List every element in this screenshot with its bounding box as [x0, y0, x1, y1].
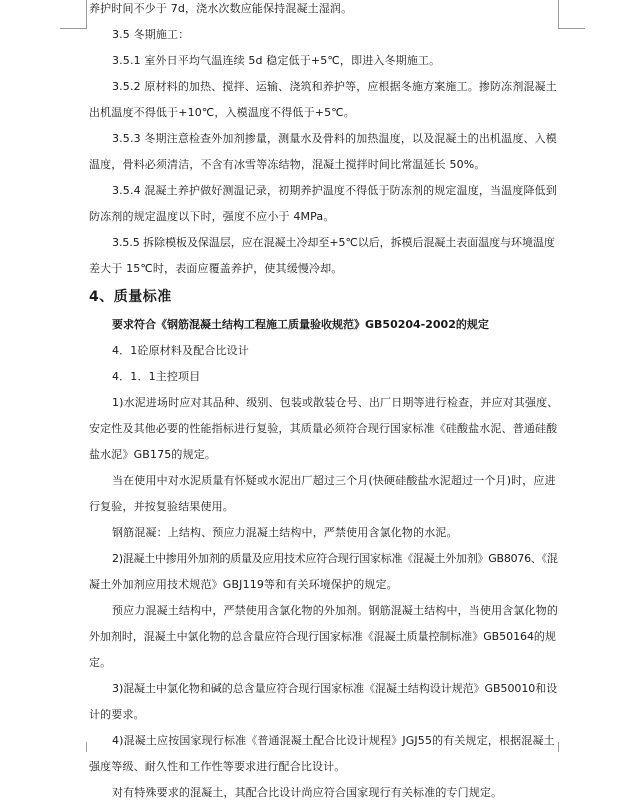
- subsection-title: 4．1．1主控项目: [112, 370, 201, 383]
- paragraph-line: 4)混凝土应按国家现行标准《普通混凝土配合比设计规程》JGJ55的有关规定，根据混凝土: [112, 734, 555, 747]
- paragraph-line: 3.5.1 室外日平均气温连续 5d 稳定低于+5℃，即进入冬期施工。: [112, 54, 441, 67]
- paragraph-line: 外加剂时，混凝土中氯化物的总含量应符合现行国家标准《混凝土质量控制标准》GB50164的规: [89, 630, 556, 643]
- crop-mark-top-left: [60, 28, 86, 29]
- paragraph-line: 3.5.3 冬期注意检查外加剂掺量，测量水及骨料的加热温度，以及混凝土的出机温度、入模: [112, 132, 557, 145]
- crop-mark-top-left-vertical: [86, 0, 87, 29]
- paragraph-line: 3.5.2 原材料的加热、搅拌、运输、浇筑和养护等，应根据冬施方案施工。掺防冻剂混凝土: [112, 80, 557, 93]
- paragraph-line: 强度等级、耐久性和工作性等要求进行配合比设计。: [89, 760, 346, 773]
- paragraph-line: 防冻剂的规定温度以下时，强度不应小于 4MPa。: [89, 210, 335, 223]
- paragraph-line: 预应力混凝土结构中，严禁使用含氯化物的外加剂。钢筋混凝土结构中，当使用含氯化物的: [112, 604, 558, 617]
- paragraph-line: 1)水泥进场时应对其品种、级别、包装或散装仓号、出厂日期等进行检查，并应对其强度、: [112, 396, 559, 409]
- document-body: [89, 0, 558, 806]
- section-heading: 4、质量标准: [89, 289, 172, 305]
- paragraph-line: 差大于 15℃时，表面应覆盖养护，使其缓慢冷却。: [89, 262, 343, 275]
- paragraph-line: 盐水泥》GB175的规定。: [89, 448, 217, 461]
- paragraph-line: 钢筋混凝：上结构、预应力混凝土结构中，严禁使用含氯化物的水泥。: [112, 526, 458, 539]
- paragraph-line: 出机温度不得低于+10℃，入模温度不得低于+5℃。: [89, 106, 355, 119]
- paragraph-line: 安定性及其他必要的性能指标进行复验，其质量必须符合现行国家标准《硅酸盐水泥、普通硅酸: [89, 422, 558, 435]
- paragraph-line: 凝土外加剂应用技术规范》GBJ119等和有关环境保护的规定。: [89, 578, 398, 591]
- paragraph-line: 3)混凝土中氯化物和碱的总含量应符合现行国家标准《混凝土结构设计规范》GB50010和设: [112, 682, 558, 695]
- paragraph-line: 温度，骨料必须清洁，不含有冰雪等冻结物，混凝土搅拌时间比常温延长 50%。: [89, 158, 486, 171]
- requirement-statement: 要求符合《钢筋混凝土结构工程施工质量验收规范》GB50204-2002的规定: [112, 318, 489, 331]
- crop-mark-bottom-right: [558, 742, 559, 752]
- subsection-title: 4．1砼原材料及配合比设计: [112, 344, 249, 357]
- paragraph-line: 3.5.4 混凝土养护做好测温记录，初期养护温度不得低于防冻剂的规定温度，当温度降低到: [112, 184, 557, 197]
- crop-mark-top-right-vertical: [558, 0, 559, 29]
- crop-mark-top-right: [559, 28, 585, 29]
- crop-mark-bottom-left: [86, 742, 87, 752]
- paragraph-line: 当在使用中对水泥质量有怀疑或水泥出厂超过三个月(快硬硅酸盐水泥超过一个月)时，应进: [112, 474, 556, 487]
- paragraph-line: 3.5.5 拆除模板及保温层，应在混凝土冷却至+5℃以后，拆模后混凝土表面温度与环境温度: [112, 236, 555, 249]
- section-title-winter: 3.5 冬期施工：: [112, 28, 190, 41]
- paragraph-line: 定。: [89, 656, 112, 669]
- paragraph-line: 养护时间不少于 7d，浇水次数应能保持混凝土湿润。: [89, 2, 353, 15]
- paragraph-line: 对有特殊要求的混凝土，其配合比设计尚应符合国家现行有关标准的专门规定。: [112, 786, 503, 799]
- paragraph-line: 2)混凝土中掺用外加剂的质量及应用技术应符合现行国家标准《混凝土外加剂》GB8076、《混: [112, 552, 558, 565]
- paragraph-line: 行复验，并按复验结果使用。: [89, 500, 234, 513]
- paragraph-line: 计的要求。: [89, 708, 145, 721]
